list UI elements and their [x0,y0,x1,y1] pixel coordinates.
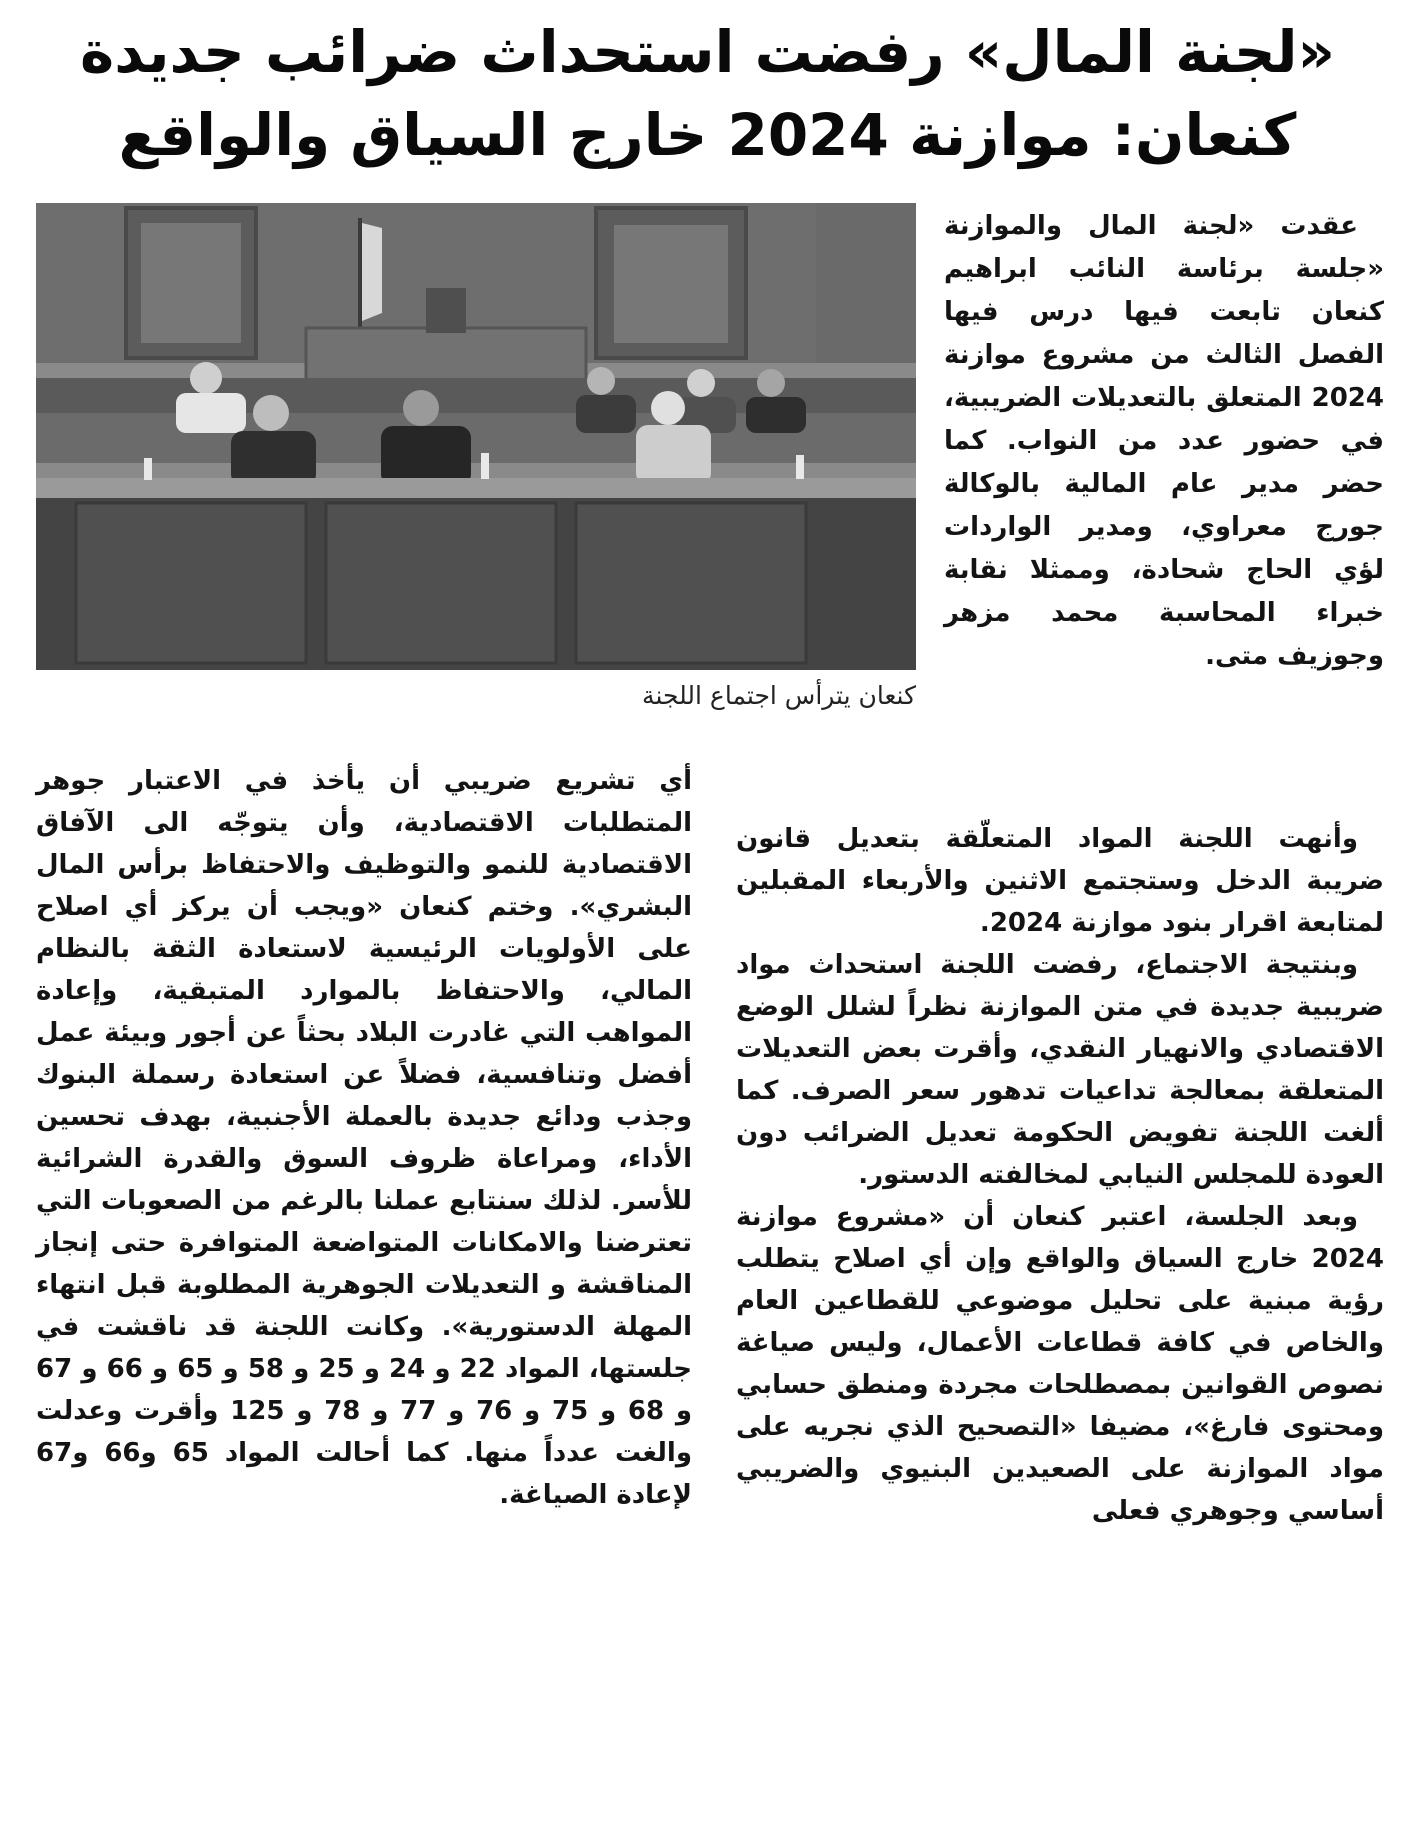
article-left-column [36,760,692,1516]
article-paragraph: أي تشريع ضريبي أن يأخذ في الاعتبار جوهر المتطلبات الاقتصادية، وأن يتوجّه الى الآفاق الاقتصادية للنمو والتوظيف والاحتفاظ برأس المال البشري». وختم كنعان «ويجب أن يركز أي اصلاح على الأولويات الرئيسية لاستعادة الثقة بالنظام المالي، والاحتفاظ بالموارد المتبقية، وإعادة المواهب التي غادرت البلاد بحثاً عن أجور وبيئة عمل أفضل وتنافسية، فضلاً عن استعادة رسملة البنوك وجذب ودائع جديدة بالعملة الأجنبية، بهدف تحسين الأداء، ومراعاة ظروف السوق والقدرة الشرائية للأسر. لذلك سنتابع عملنا بالرغم من الصعوبات التي تعترضنا والامكانات المتواضعة المتوافرة حتى إنجاز المناقشة و التعديلات الجوهرية المطلوبة قبل انتهاء المهلة الدستورية». وكانت اللجنة قد ناقشت في جلستها، المواد 22 و 24 و 25 و 58 و 65 و 66 و 67 و 68 و 75 و 76 و 77 و 78 و 125 وأقرت وعدلت والغت عدداً منها. كما أحالت المواد 65 و66 و67 لإعادة الصياغة. [36,766,693,1510]
article-paragraph: وبنتيجة الاجتماع، رفضت اللجنة استحداث مواد ضريبية جديدة في متن الموازنة نظراً لشلل الوضع الاقتصادي والانهيار النقدي، وأقرت بعض التعديلات المتعلقة بمعالجة تداعيات تدهور سعر الصرف. كما ألغت اللجنة تفويض الحكومة تعديل الضرائب دون العودة للمجلس النيابي لمخالفته الدستور. [736,950,1384,1190]
article-paragraph: وأنهت اللجنة المواد المتعلّقة بتعديل قانون ضريبة الدخل وستجتمع الاثنين والأربعاء المقبلين لمتابعة اقرار بنود موازنة 2024. [736,824,1384,938]
meeting-photo [36,203,916,670]
headline-line-1: «لجنة المال» رفضت استحداث ضرائب جديدة [80,18,1335,86]
article-right-column [736,818,1384,1532]
article-paragraph: وبعد الجلسة، اعتبر كنعان أن «مشروع موازنة 2024 خارج السياق والواقع وإن أي اصلاح يتطلب رؤية مبنية على تحليل موضوعي للقطاعين العام والخاص في كافة قطاعات الأعمال، وليس صياغة نصوص القوانين بمصطلحات مجردة ومنطق حسابي ومحتوى فارغ»، مضيفا «التصحيح الذي نجريه على مواد الموازنة على الصعيدين البنيوي والضريبي أساسي وجوهري فعلى [736,1202,1384,1526]
headline-line-2: كنعان: موازنة 2024 خارج السياق والواقع [118,101,1297,169]
article-intro: عقدت «لجنة المال والموازنة «جلسة برئاسة النائب ابراهيم كنعان تابعت فيها درس فيها الفصل الثالث من مشروع موازنة 2024 المتعلق بالتعديلات الضريبية، في حضور عدد من النواب. كما حضر مدير عام المالية بالوكالة جورج معراوي، ومدير الواردات لؤي الحاج شحادة، وممثلا نقابة خبراء المحاسبة محمد مزهر وجوزيف متى. [944,211,1384,671]
article-intro-column [944,205,1384,678]
photo-caption: كنعان يترأس اجتماع اللجنة [642,681,916,710]
